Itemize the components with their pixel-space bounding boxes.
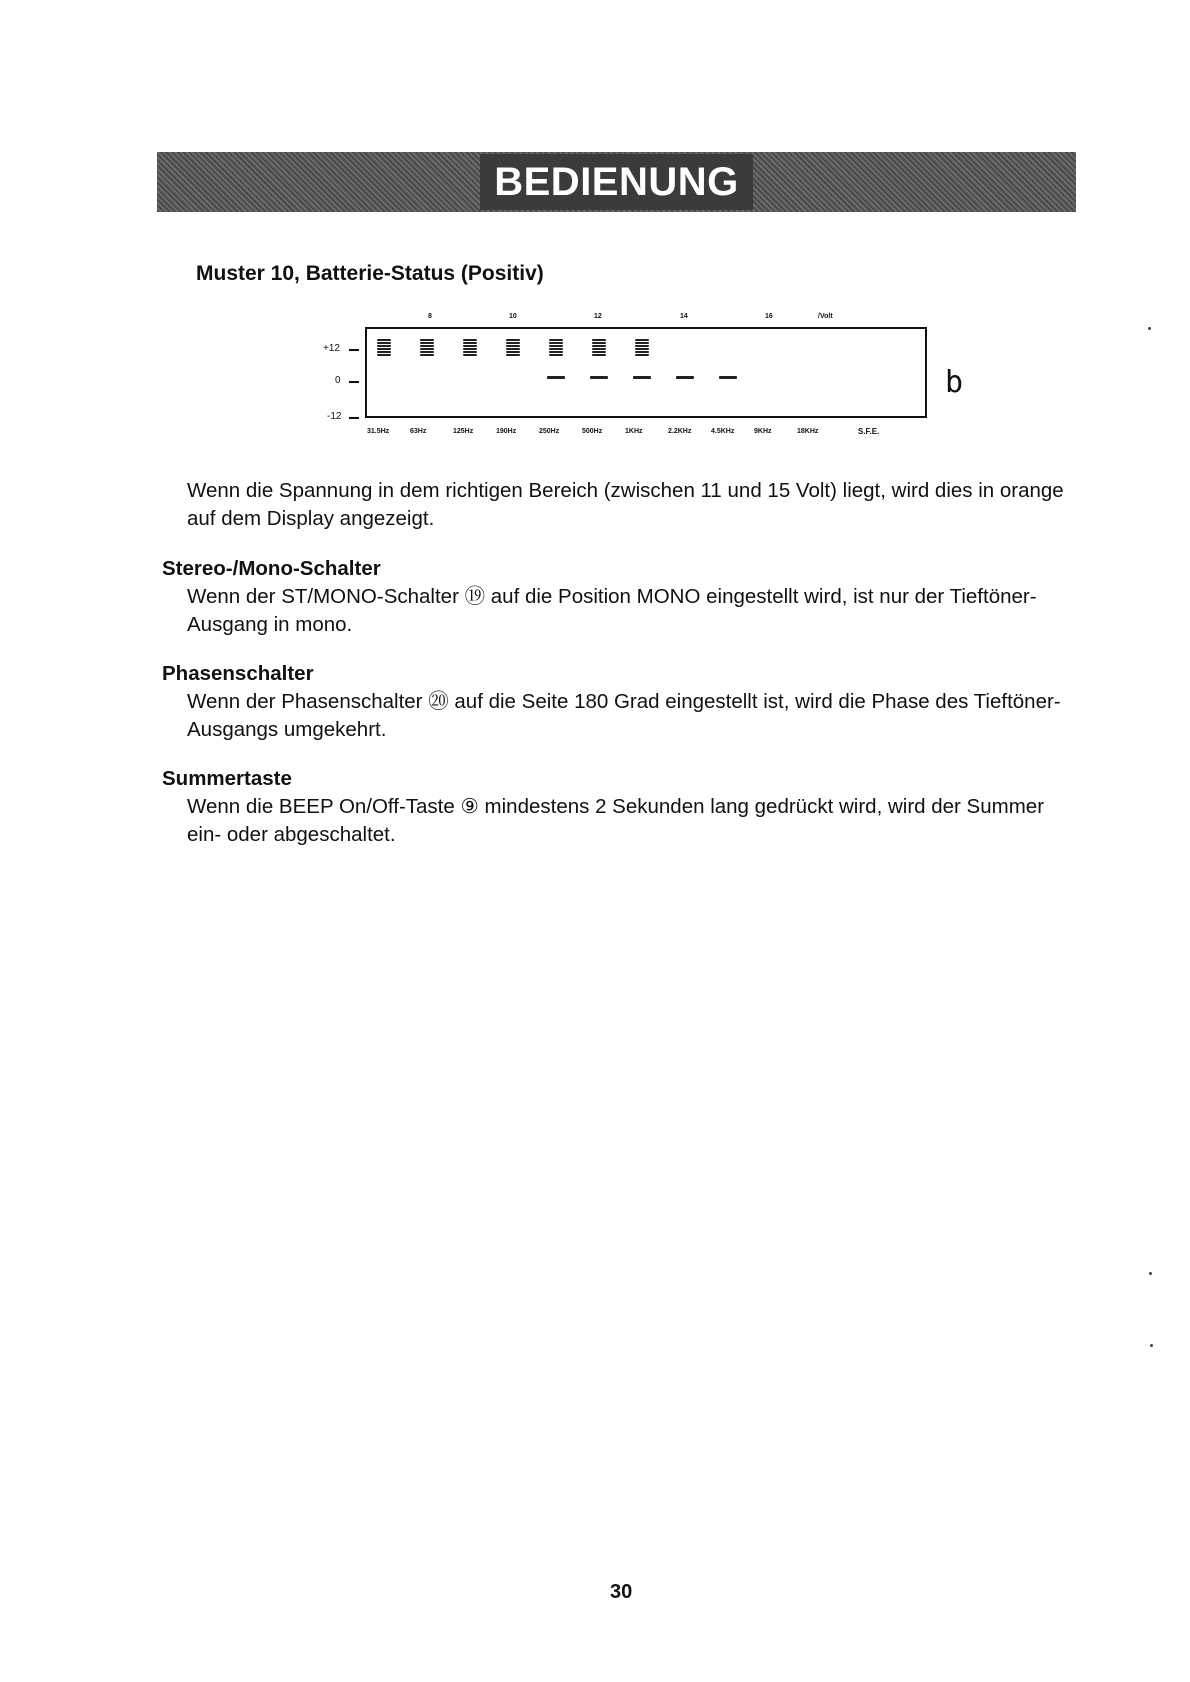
bar-segment — [420, 351, 434, 353]
bar-segment — [592, 351, 606, 353]
bar-segment — [549, 342, 563, 344]
bar-segment — [635, 345, 649, 347]
beep-text: Wenn die BEEP On/Off-Taste ⑨ mindestens 2 Sekunden lang gedrückt wird, wird der Summer ein- oder abgeschaltet. — [187, 795, 1045, 846]
bar-segment — [377, 345, 391, 347]
frequency-label: 4.5KHz — [711, 428, 735, 435]
bar-segment — [549, 339, 563, 341]
frequency-label: 125Hz — [453, 428, 474, 435]
bar-segment — [420, 339, 434, 341]
bar-segment — [377, 354, 391, 356]
display-panel — [365, 327, 964, 418]
bar-segment — [549, 354, 563, 356]
section-title: BEDIENUNG — [480, 154, 753, 210]
bar-segment — [592, 354, 606, 356]
scale-number: 12 — [594, 313, 602, 320]
bar-segment — [463, 351, 477, 353]
page-number: 30 — [610, 1581, 633, 1603]
bar-segment — [377, 339, 391, 341]
frequency-label: 31.5Hz — [367, 428, 390, 435]
bar-segment — [463, 342, 477, 344]
axis-label-bottom: -12 — [327, 411, 342, 422]
intro-paragraph — [162, 477, 1082, 533]
bar-segment — [420, 348, 434, 350]
bar-segment — [506, 345, 520, 347]
bar-segment — [420, 354, 434, 356]
bar-segment — [635, 354, 649, 356]
bar-segment — [592, 342, 606, 344]
bar-segment — [592, 348, 606, 350]
scale-number: 16 — [765, 313, 773, 320]
bar-segment — [506, 354, 520, 356]
bar-segment — [506, 348, 520, 350]
bar-segment — [592, 339, 606, 341]
beep-heading: Summertaste — [162, 767, 292, 790]
phase-paragraph — [162, 688, 1082, 744]
axis-tick — [349, 381, 359, 383]
section-banner — [157, 152, 1076, 212]
bar-segment — [420, 345, 434, 347]
mode-digit: b — [945, 365, 964, 400]
phase-text: Wenn der Phasenschalter ⑳ auf die Seite 180 Grad eingestellt ist, wird die Phase des Tieftöner-Ausgangs umgekehrt. — [187, 690, 1061, 741]
bar-segment — [549, 348, 563, 350]
level-bar — [420, 339, 434, 357]
zero-level-dash — [590, 376, 608, 379]
axis-label-zero: 0 — [335, 375, 341, 386]
zero-level-dash — [547, 376, 565, 379]
frequency-label: 2.2KHz — [668, 428, 692, 435]
scan-speck — [1150, 1344, 1153, 1347]
bar-segment — [592, 345, 606, 347]
frequency-label: 190Hz — [496, 428, 517, 435]
scale-number: 14 — [680, 313, 688, 320]
phase-heading: Phasenschalter — [162, 662, 314, 685]
bar-segment — [377, 348, 391, 350]
axis-tick — [349, 417, 359, 419]
frequency-label: 18KHz — [797, 428, 819, 435]
bar-segment — [377, 342, 391, 344]
scale-number: /Volt — [818, 313, 833, 320]
zero-level-dash — [676, 376, 694, 379]
bar-segment — [506, 339, 520, 341]
bar-segment — [635, 342, 649, 344]
level-bar — [463, 339, 477, 357]
frequency-label: 1KHz — [625, 428, 643, 435]
bar-segment — [635, 339, 649, 341]
bar-segment — [549, 351, 563, 353]
bar-segment — [377, 351, 391, 353]
level-bar — [506, 339, 520, 357]
frequency-label: 63Hz — [410, 428, 427, 435]
frequency-label: 250Hz — [539, 428, 560, 435]
bar-segment — [506, 342, 520, 344]
bar-segment — [635, 351, 649, 353]
bar-segment — [635, 348, 649, 350]
level-bar — [635, 339, 649, 357]
zero-level-dash — [633, 376, 651, 379]
sfe-label: S.F.E. — [858, 427, 880, 436]
bar-segment — [463, 339, 477, 341]
bar-segment — [463, 345, 477, 347]
beep-paragraph — [162, 793, 1082, 849]
bar-segment — [463, 354, 477, 356]
bar-segment — [420, 342, 434, 344]
scan-speck — [1148, 327, 1151, 330]
bar-segment — [506, 351, 520, 353]
scan-speck — [1149, 1272, 1152, 1275]
scale-number: 10 — [509, 313, 517, 320]
frequency-label: 500Hz — [582, 428, 603, 435]
stereo-paragraph — [162, 583, 1082, 639]
stereo-heading: Stereo-/Mono-Schalter — [162, 557, 381, 580]
zero-level-dash — [719, 376, 737, 379]
stereo-text: Wenn der ST/MONO-Schalter ⑲ auf die Position MONO eingestellt wird, ist nur der Tieftöner-Ausgang in mono. — [187, 585, 1037, 636]
scale-number: 8 — [428, 313, 432, 320]
level-bar — [549, 339, 563, 357]
axis-label-top: +12 — [323, 343, 340, 354]
figure-caption: Muster 10, Batterie-Status (Positiv) — [196, 262, 544, 285]
bar-segment — [549, 345, 563, 347]
intro-text: Wenn die Spannung in dem richtigen Bereich (zwischen 11 und 15 Volt) liegt, wird dies in orange auf dem Display angezeigt. — [187, 479, 1064, 530]
bar-segment — [463, 348, 477, 350]
axis-tick — [349, 349, 359, 351]
frequency-label: 9KHz — [754, 428, 772, 435]
display-illustration — [305, 300, 964, 460]
level-bar — [377, 339, 391, 357]
level-bar — [592, 339, 606, 357]
